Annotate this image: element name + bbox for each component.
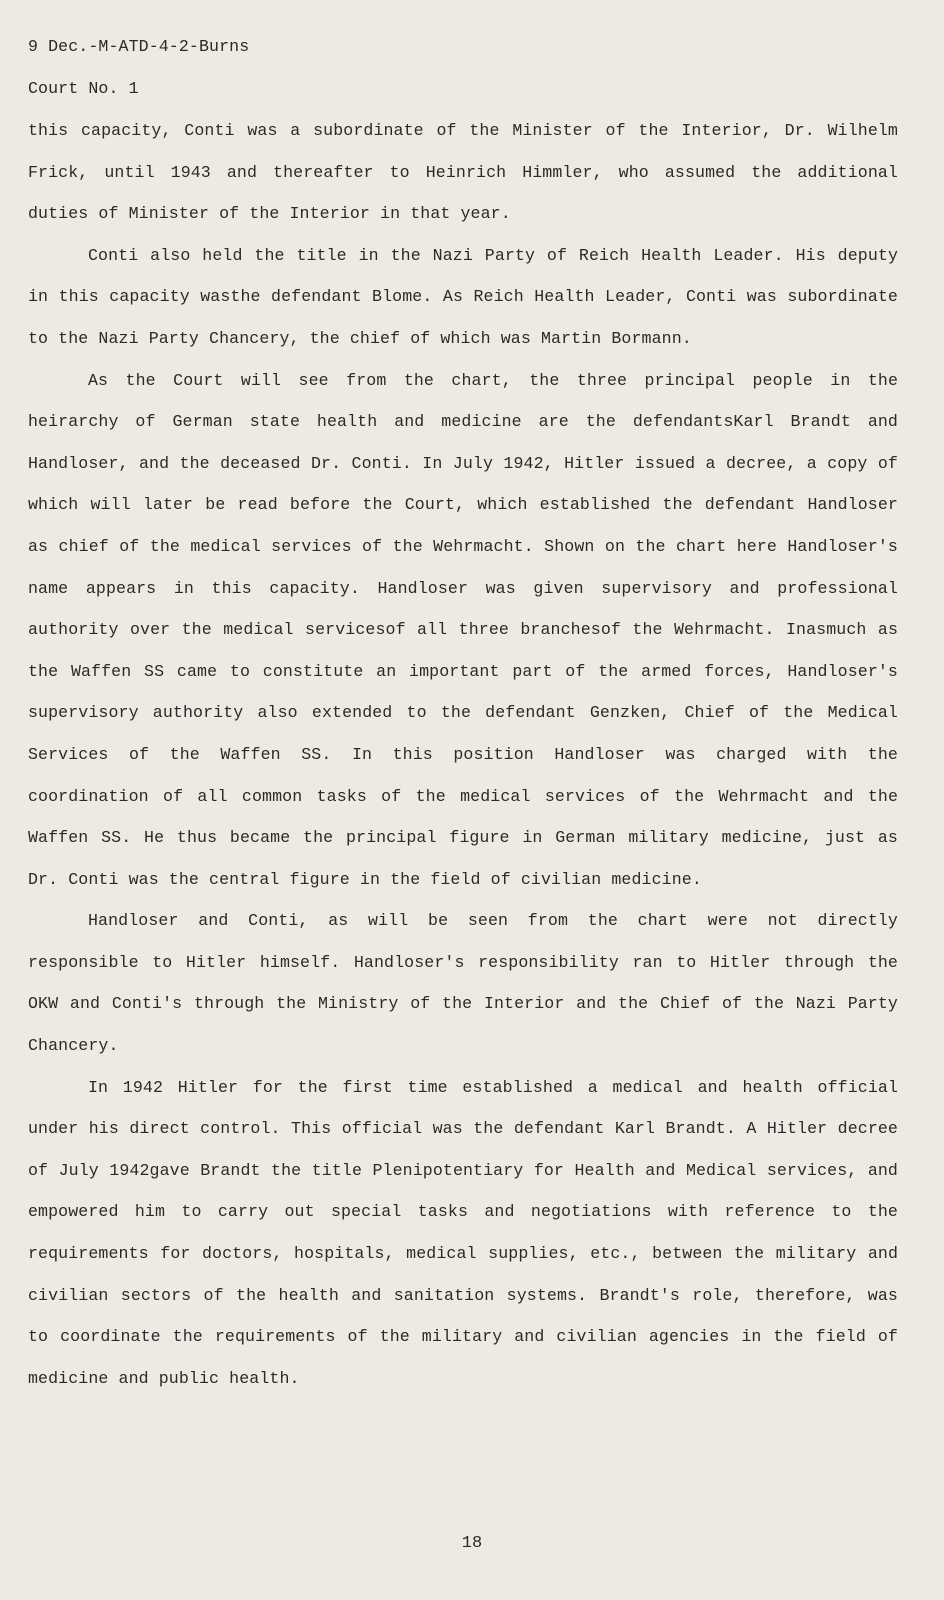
paragraph-2: Conti also held the title in the Nazi Party of Reich Health Leader. His deputy in this capacity wasthe defendant Blome. As Reich Health Leader, Conti was subordinate to the Nazi Party Chancery, the chief of which was Martin Bormann.	[28, 245, 898, 348]
page-number: 18	[461, 1534, 483, 1553]
court-number: Court No. 1	[28, 79, 139, 98]
document-reference: 9 Dec.-M-ATD-4-2-Burns	[28, 37, 250, 56]
paragraph-3: As the Court will see from the chart, the three principal people in the heirarchy of German state health and medicine are the defendantsKarl Brandt and Handloser, and the deceased Dr. Conti. In July 1942, Hitler issued a decree, a copy of which will later be read before the Court, which established the defendant Handloser as chief of the medical services of the Wehrmacht. Shown on the chart here Handloser's name appears in this capacity. Handloser was given supervisory and professional authority over the medical servicesof all three branchesof the Wehrmacht. Inasmuch as the Waffen SS came to constitute an important part of the armed forces, Handloser's supervisory authority also extended to the defendant Genzken, Chief of the Medical Services of the Waffen SS. In this position Handloser was charged with the coordination of all common tasks of the medical services of the Wehrmacht and the Waffen SS. He thus became the principal figure in German military medicine, just as Dr. Conti was the central figure in the field of civilian medicine.	[28, 370, 898, 889]
paragraph-5: In 1942 Hitler for the first time established a medical and health official under his direct control. This official was the defendant Karl Brandt. A Hitler decree of July 1942gave Brandt the title Plenipotentiary for Health and Medical services, and empowered him to carry out special tasks and negotiations with reference to the requirements for doctors, hospitals, medical supplies, etc., between the military and civilian sectors of the health and sanitation systems. Brandt's role, therefore, was to coordinate the requirements of the military and civilian agencies in the field of medicine and public health.	[28, 1077, 898, 1388]
paragraph-4: Handloser and Conti, as will be seen from the chart were not directly responsible to Hitler himself. Handloser's responsibility ran to Hitler through the OKW and Conti's through the Ministry of the Interior and the Chief of the Nazi Party Chancery.	[28, 911, 898, 1056]
paragraph-1: this capacity, Conti was a subordinate of the Minister of the Interior, Dr. Wilhelm Frick, until 1943 and thereafter to Heinrich Himmler, who assumed the additional duties of Minister of the Interior in that year.	[28, 121, 898, 224]
document-body	[28, 26, 898, 1399]
